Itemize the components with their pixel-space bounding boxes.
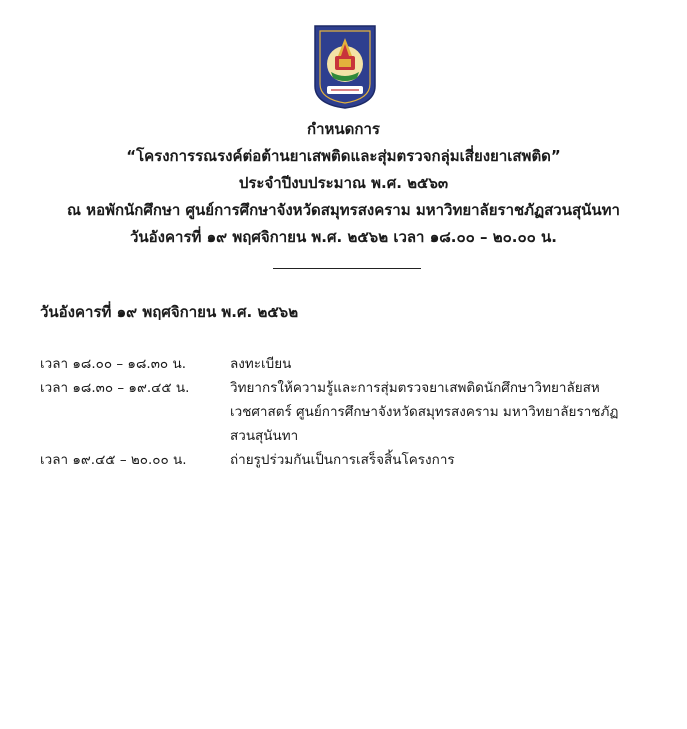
schedule-activity: ลงทะเบียน (230, 356, 292, 372)
divider (273, 268, 421, 269)
schedule-row (40, 448, 660, 472)
schedule-time: เวลา ๑๙.๔๕ – ๒๐.๐๐ น. (40, 452, 187, 468)
project-name: “โครงการรณรงค์ต่อต้านยาเสพติดและสุ่มตรวจกลุ่มเสี่ยงยาเสพติด” (126, 147, 561, 165)
day-heading: วันอังคารที่ ๑๙ พฤศจิกายน พ.ศ. ๒๕๖๒ (40, 303, 299, 321)
schedule-row (40, 376, 660, 448)
schedule-row (40, 352, 660, 376)
venue: ณ หอพักนักศึกษา ศูนย์การศึกษาจังหวัดสมุทรสงคราม มหาวิทยาลัยราชภัฏสวนสุนันทา (67, 201, 620, 219)
university-seal-icon (309, 20, 381, 110)
schedule-activity: วิทยากรให้ความรู้และการสุ่มตรวจยาเสพติดนักศึกษาวิทยาลัยสหเวชศาสตร์ ศูนย์การศึกษาจังหวัดสมุทรสงคราม มหาวิทยาลัยราชภัฏสวนสุนันทา (230, 380, 619, 444)
header-title: กำหนดการ (307, 120, 380, 138)
schedule-time: เวลา ๑๘.๓๐ – ๑๙.๔๕ น. (40, 380, 190, 396)
fiscal-year: ประจำปีงบประมาณ พ.ศ. ๒๕๖๓ (238, 174, 449, 192)
event-date-time: วันอังคารที่ ๑๙ พฤศจิกายน พ.ศ. ๒๕๖๒ เวลา ๑๘.๐๐ – ๒๐.๐๐ น. (130, 228, 557, 246)
schedule-time: เวลา ๑๘.๐๐ – ๑๘.๓๐ น. (40, 356, 186, 372)
schedule-activity: ถ่ายรูปร่วมกันเป็นการเสร็จสิ้นโครงการ (230, 452, 455, 468)
document-header (0, 116, 687, 251)
schedule-list (40, 352, 660, 472)
